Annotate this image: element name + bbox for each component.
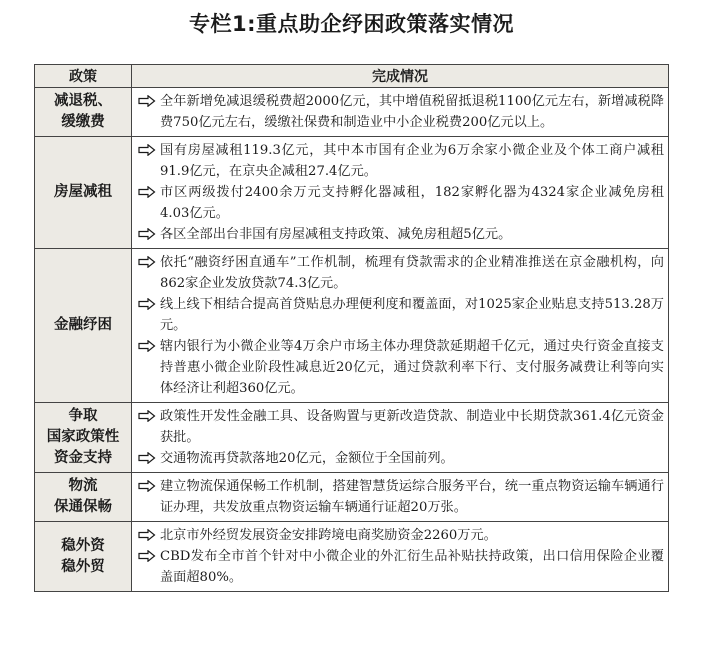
right-arrow-outline-icon [138,228,156,240]
right-arrow-outline-icon [138,186,156,198]
policy-label-line: 缓缴费 [61,114,105,130]
table-row [35,403,669,473]
list-item [138,525,664,546]
list-item [138,336,664,399]
policy-cell [35,249,132,403]
completion-cell [132,522,669,592]
right-arrow-outline-icon [138,340,156,352]
item-text: 北京市外经贸发展资金安排跨境电商奖励资金2260万元。 [160,528,497,543]
list-item [138,476,664,518]
item-text: 依托“融资纾困直通车”工作机制，梳理有贷款需求的企业精准推送在京金融机构，向862家企业发放贷款74.3亿元。 [160,255,664,291]
right-arrow-outline-icon [138,529,156,541]
list-item [138,224,664,245]
right-arrow-outline-icon [138,480,156,492]
completion-cell [132,88,669,137]
policy-cell [35,403,132,473]
table-row [35,88,669,137]
list-item [138,546,664,588]
policy-label-line: 争取 [68,408,98,424]
list-item [138,252,664,294]
item-text: CBD发布全市首个针对中小微企业的外汇衍生品补贴扶持政策，出口信用保险企业覆盖面超80%。 [160,549,664,585]
policy-label-line: 稳外资 [61,537,105,554]
right-arrow-outline-icon [138,410,156,422]
right-arrow-outline-icon [138,256,156,268]
policy-label-line: 稳外贸 [61,558,105,575]
item-text: 各区全部出台非国有房屋减租支持政策、减免房租超5亿元。 [160,227,512,242]
header-policy: 政策 [35,65,132,88]
completion-cell [132,137,669,249]
item-text: 交通物流再贷款落地20亿元，金额位于全国前列。 [160,451,454,466]
table-header-row [35,65,669,88]
policy-cell [35,137,132,249]
page-title: 专栏1:重点助企纾困政策落实情况 [188,12,514,36]
right-arrow-outline-icon [138,550,156,562]
right-arrow-outline-icon [138,452,156,464]
item-text: 国有房屋减租119.3亿元，其中本市国有企业为6万余家小微企业及个体工商户减租91.9亿元，在京央企减租27.4亿元。 [160,143,664,179]
completion-cell [132,473,669,522]
completion-cell [132,249,669,403]
list-item [138,182,664,224]
right-arrow-outline-icon [138,298,156,310]
header-completion: 完成情况 [132,65,669,88]
policy-cell [35,473,132,522]
policy-cell [35,88,132,137]
table-row [35,249,669,403]
right-arrow-outline-icon [138,144,156,156]
policy-label-line: 国家政策性 [46,429,120,445]
list-item [138,406,664,448]
policy-label-line: 房屋减租 [54,184,112,200]
policy-label-line: 资金支持 [54,450,112,466]
table-row [35,137,669,249]
list-item [138,140,664,182]
list-item [138,294,664,336]
item-text: 建立物流保通保畅工作机制，搭建智慧货运综合服务平台，统一重点物资运输车辆通行证办理，共发放重点物资运输车辆通行证超20万张。 [160,479,664,515]
policy-label-line: 金融纾困 [54,317,112,333]
policy-table [34,64,669,592]
policy-label-line: 减退税、 [54,93,112,109]
item-text: 辖内银行为小微企业等4万余户市场主体办理贷款延期超千亿元，通过央行资金直接支持普惠小微企业阶段性减息近20亿元，通过贷款利率下行、支付服务减费让利等向实体经济让利超360亿元。 [160,339,664,396]
item-text: 全年新增免减退缓税费超2000亿元，其中增值税留抵退税1100亿元左右，新增减税降费750亿元左右，缓缴社保费和制造业中小企业税费200亿元以上。 [160,94,664,130]
item-text: 市区两级拨付2400余万元支持孵化器减租，182家孵化器为4324家企业减免房租4.03亿元。 [160,185,664,221]
item-text: 政策性开发性金融工具、设备购置与更新改造贷款、制造业中长期贷款361.4亿元资金获批。 [160,409,664,445]
policy-cell [35,522,132,592]
right-arrow-outline-icon [138,95,156,107]
list-item [138,91,664,133]
table-row [35,473,669,522]
policy-label-line: 物流 [68,478,98,494]
list-item [138,448,664,469]
policy-label-line: 保通保畅 [54,499,112,515]
completion-cell [132,403,669,473]
item-text: 线上线下相结合提高首贷贴息办理便利度和覆盖面，对1025家企业贴息支持513.28万元。 [160,297,664,333]
table-row [35,522,669,592]
